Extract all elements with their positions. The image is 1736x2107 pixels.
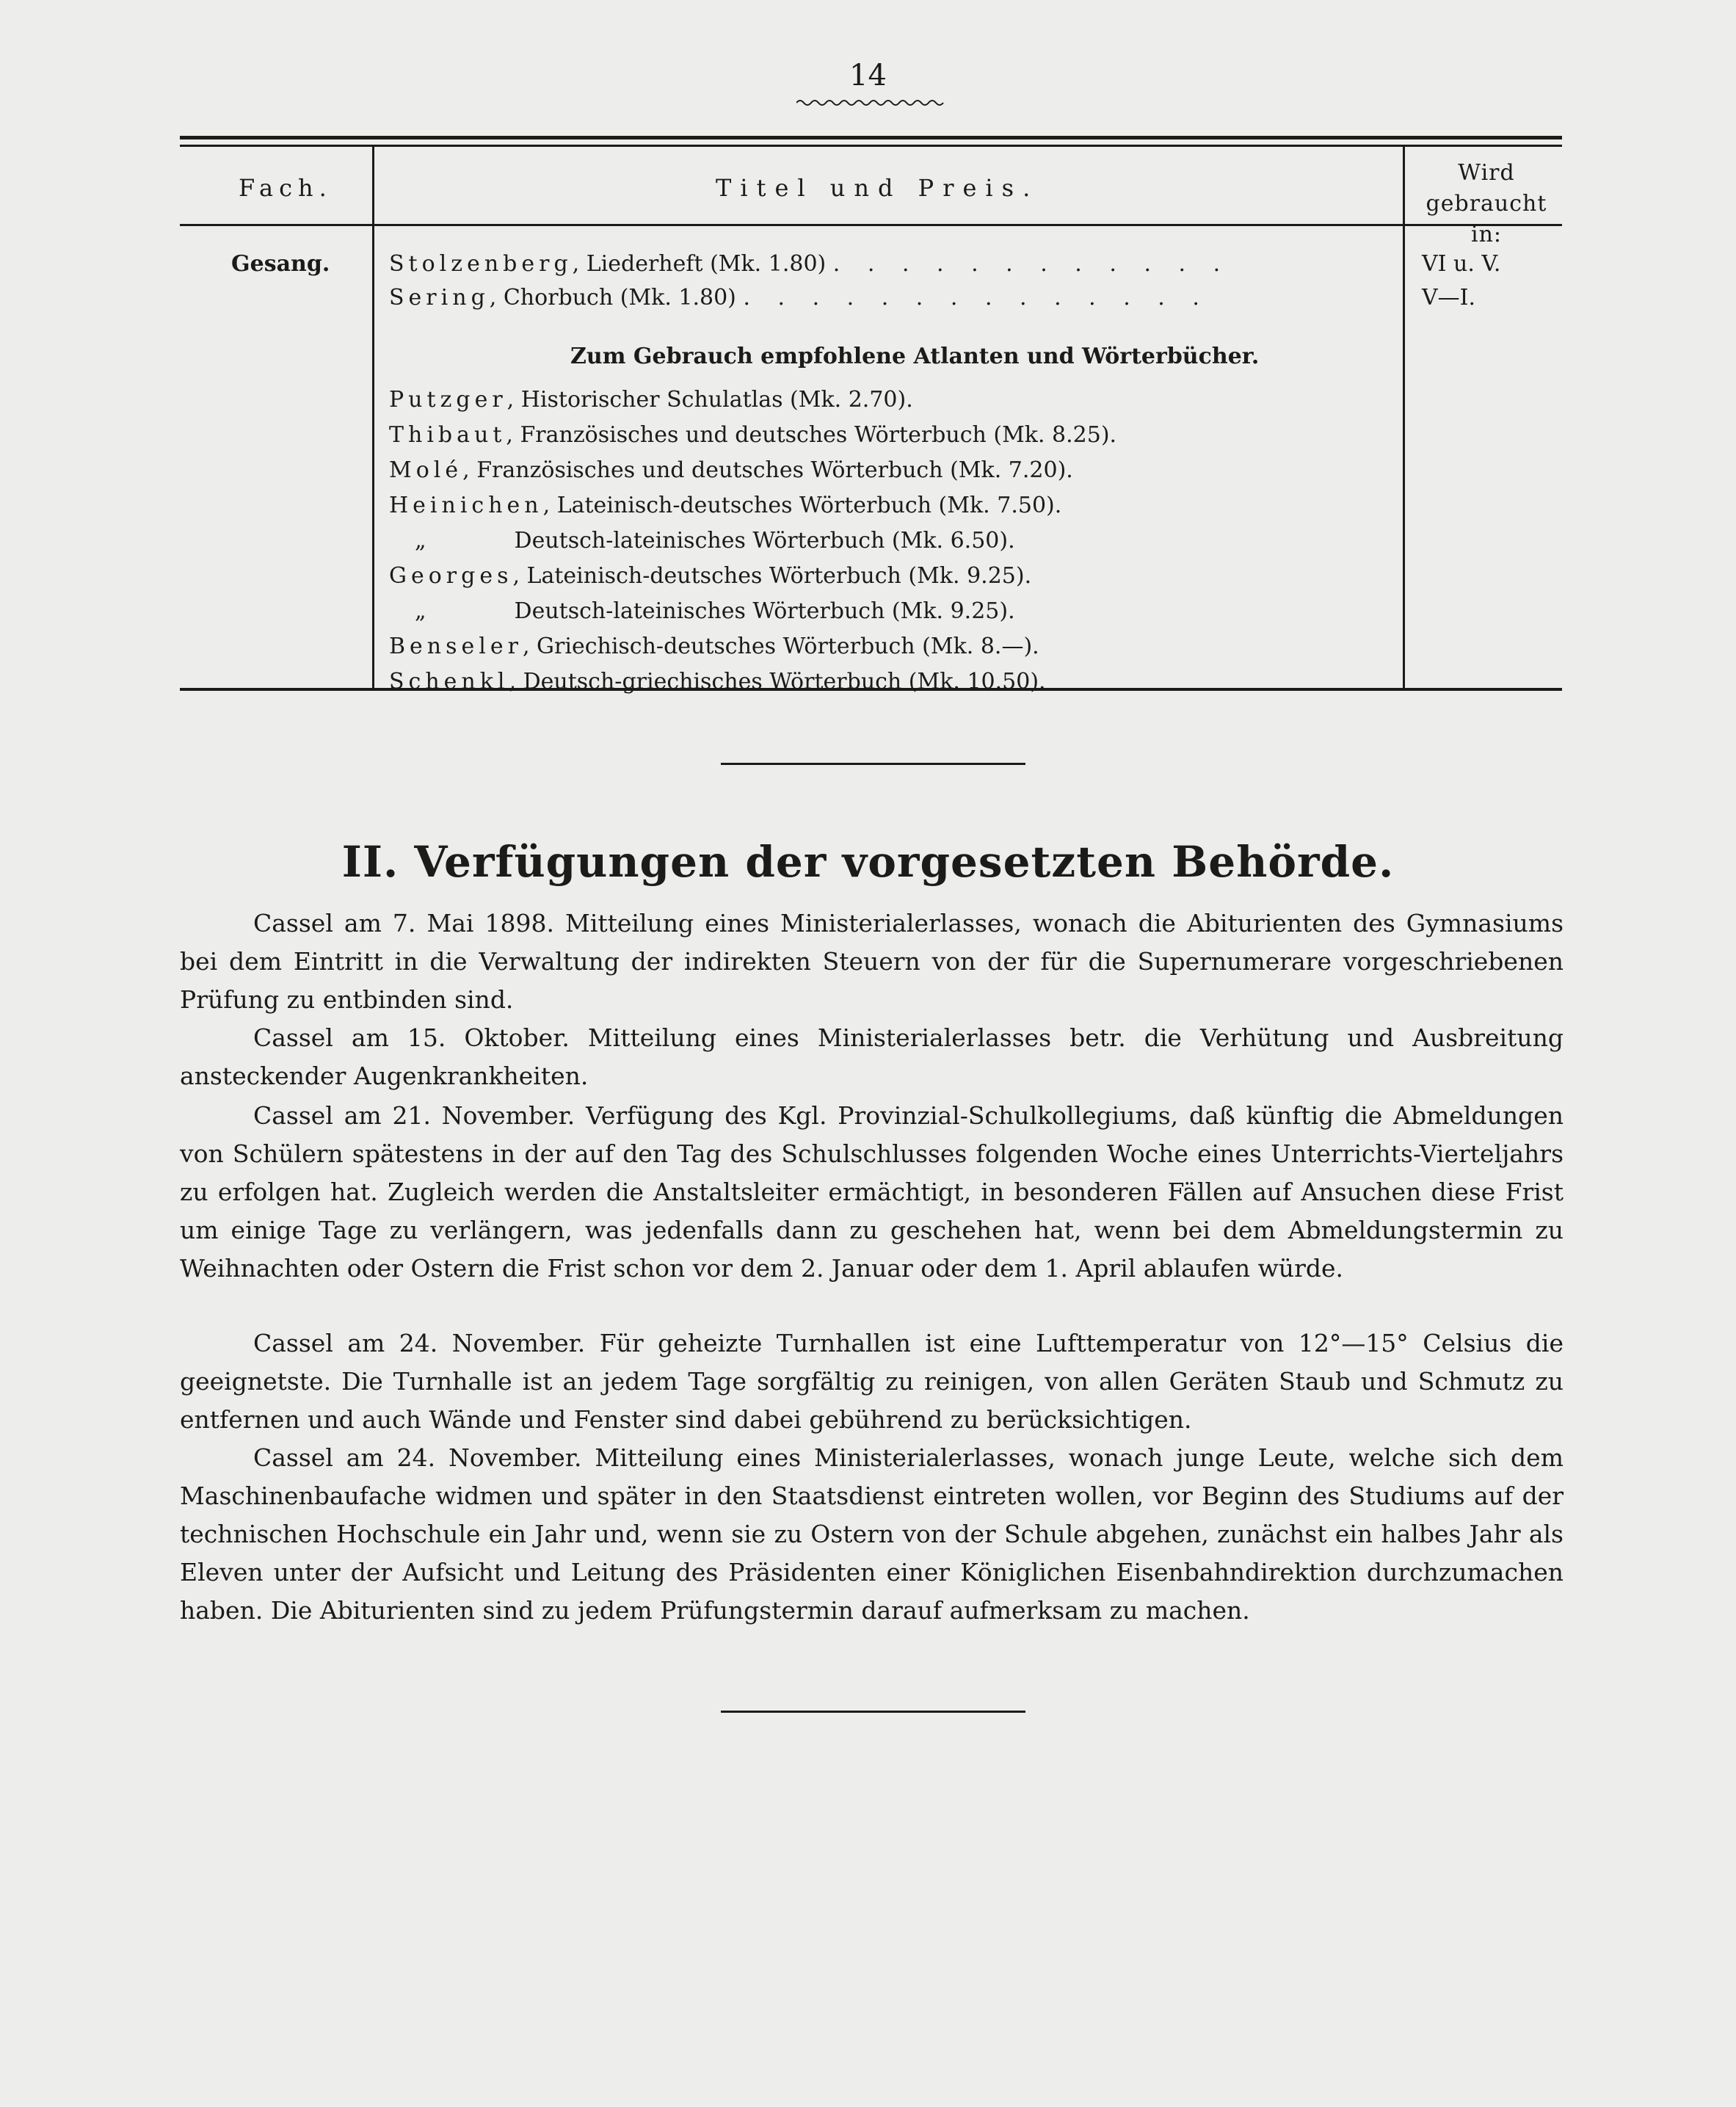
- list-item: [389, 563, 1031, 589]
- separator-rule: [721, 763, 1025, 765]
- paragraph: Cassel am 7. Mai 1898. Mitteilung eines Ministerialerlasses, wonach die Abiturienten des Gymnasiums bei dem Eintritt in die Verwaltung der indirekten Steuern von der für die Supernumerare vorgeschriebenen Prüfung zu entbinden sind.: [180, 909, 1564, 1014]
- section-title: II. Verfügungen der vorgesetzten Behörde.: [341, 837, 1395, 887]
- book-title: , Historischer Schulatlas (Mk. 2.70).: [506, 387, 913, 413]
- header-subject: Fach.: [239, 174, 333, 202]
- separator-rule: [721, 1711, 1025, 1713]
- paragraph: Cassel am 24. November. Mitteilung eines Ministerialerlasses, wonach junge Leute, welche sich dem Maschinenbaufache widmen und später in den Staatsdienst eintreten wollen, vor Beginn des Studiums auf der technischen Hochschule ein Jahr und, wenn sie zu Ostern von der Schule abgehen, zunächst ein halbes Jahr als Eleven unter der Aufsicht und Leitung des Präsidenten einer Königlichen Eisenbahndirektion durchzumachen haben. Die Abiturienten sind zu jedem Prüfungstermin darauf aufmerksam zu machen.: [180, 1443, 1564, 1625]
- book-title: , Französisches und deutsches Wörterbuch (Mk. 7.20).: [462, 457, 1073, 483]
- column-divider: [372, 145, 374, 691]
- table-row: [389, 251, 1230, 277]
- book-author: Benseler: [389, 634, 523, 659]
- list-item: [389, 457, 1073, 483]
- book-author: Molé: [389, 457, 463, 483]
- header-used-line2: gebraucht in:: [1426, 191, 1547, 247]
- subject-label: Gesang.: [231, 251, 330, 277]
- table-row: [389, 285, 1210, 311]
- header-title-price: Titel und Preis.: [716, 174, 1039, 202]
- book-author: Putzger: [389, 387, 507, 413]
- book-author: Sering: [389, 285, 490, 311]
- list-item: [389, 493, 1061, 518]
- page-number: 14: [849, 59, 887, 93]
- leader-dots: . . . . . . . . . . . . . .: [743, 285, 1210, 311]
- header-used-line1: Wird: [1458, 160, 1515, 186]
- book-title: , Griechisch-deutsches Wörterbuch (Mk. 8.—).: [522, 634, 1039, 659]
- list-item: [389, 422, 1116, 448]
- paragraph: Cassel am 21. November. Verfügung des Kgl. Provinzial-Schulkollegiums, daß künftig die Abmeldungen von Schülern spätestens in der auf den Tag des Schulschlusses folgenden Woche eines Unterrichts-Vierteljahrs zu erfolgen hat. Zugleich werden die Anstaltsleiter ermächtigt, in besonderen Fällen auf Ansuchen diese Frist um einige Tage zu verlängern, was jedenfalls dann zu geschehen hat, wenn bei dem Abmeldungstermin zu Weihnachten oder Ostern die Frist schon vor dem 2. Januar oder dem 1. April ablaufen würde.: [180, 1101, 1564, 1283]
- book-title: , Deutsch-griechisches Wörterbuch (Mk. 10.50).: [509, 669, 1046, 695]
- leader-dots: . . . . . . . . . . . .: [832, 251, 1231, 277]
- paragraph: Cassel am 24. November. Für geheizte Turnhallen ist eine Lufttemperatur von 12°—15° Celsius die geeignetste. Die Turnhalle ist an jedem Tage sorgfältig zu reinigen, von allen Geräten Staub und Schmutz zu entfernen und auch Wände und Fenster sind dabei gebührend zu berücksichtigen.: [180, 1329, 1564, 1434]
- header-used-in: [1413, 158, 1560, 250]
- book-author: Georges: [389, 563, 513, 589]
- book-title: , Lateinisch-deutsches Wörterbuch (Mk. 9.25).: [512, 563, 1032, 589]
- book-title: , Französisches und deutsches Wörterbuch (Mk. 8.25).: [506, 422, 1117, 448]
- list-item: [415, 598, 1015, 624]
- textbook-table: [180, 136, 1562, 695]
- book-author: Thibaut: [389, 422, 506, 448]
- list-item: [389, 669, 1046, 695]
- table-header-rule: [180, 224, 1562, 226]
- book-title: , Chorbuch (Mk. 1.80): [489, 285, 736, 311]
- book-title: Deutsch-lateinisches Wörterbuch (Mk. 6.50).: [514, 528, 1015, 554]
- recommended-books-heading: Zum Gebrauch empfohlene Atlanten und Wörterbücher.: [570, 344, 1260, 369]
- table-top-rule-thin: [180, 145, 1562, 147]
- list-item: [389, 387, 913, 413]
- list-item: [415, 528, 1015, 554]
- decorative-wavy-rule: [796, 98, 947, 107]
- book-author: Heinichen: [389, 493, 543, 518]
- table-top-rule: [180, 136, 1562, 139]
- book-title: Deutsch-lateinisches Wörterbuch (Mk. 9.25).: [514, 598, 1015, 624]
- list-item: [389, 634, 1039, 659]
- book-author: Stolzenberg: [389, 251, 573, 277]
- ditto-mark: „: [415, 598, 426, 624]
- ditto-mark: „: [415, 528, 426, 554]
- grade-value: VI u. V.: [1422, 251, 1501, 277]
- book-title: , Lateinisch-deutsches Wörterbuch (Mk. 7.50).: [542, 493, 1062, 518]
- book-title: , Liederheft (Mk. 1.80): [572, 251, 827, 277]
- grade-value: V—I.: [1422, 285, 1476, 311]
- book-author: Schenkl: [389, 669, 509, 695]
- column-divider: [1403, 145, 1405, 691]
- paragraph: Cassel am 15. Oktober. Mitteilung eines Ministerialerlasses betr. die Verhütung und Ausbreitung ansteckender Augenkrankheiten.: [180, 1023, 1564, 1090]
